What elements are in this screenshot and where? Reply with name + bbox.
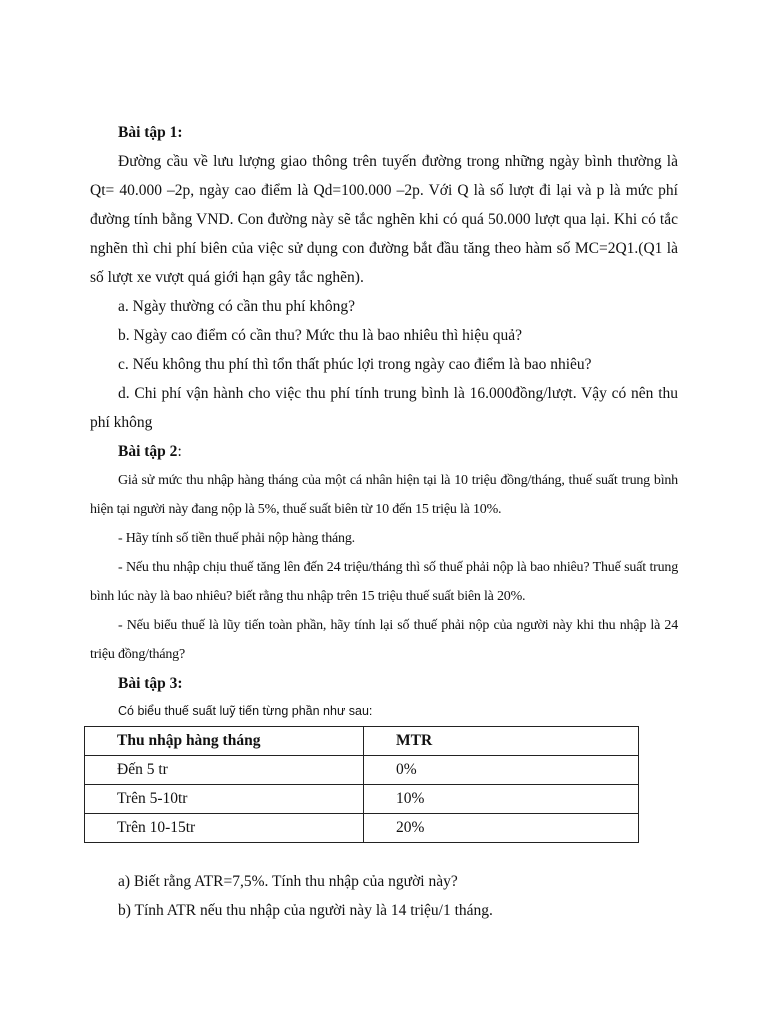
table-row — [85, 814, 639, 843]
table-header-row — [85, 727, 639, 756]
exercise-2-title — [118, 437, 678, 466]
exercise-1-item-d: d. Chi phí vận hành cho việc thu phí tính trung bình là 16.000đồng/lượt. Vậy có nên thu phí không — [90, 385, 678, 431]
table-cell-income: Đến 5 tr — [85, 756, 364, 785]
exercise-2-question-3: - Nếu biểu thuế là lũy tiến toàn phần, hãy tính lại số thuế phải nộp của người này khi thu nhập là 24 triệu đồng/tháng? — [90, 618, 678, 662]
table-cell-mtr: 10% — [364, 785, 639, 814]
exercise-3-questions — [90, 867, 678, 925]
exercise-2-question-1: - Hãy tính số tiền thuế phải nộp hàng tháng. — [118, 531, 355, 546]
exercise-1-item-c: c. Nếu không thu phí thì tổn thất phúc lợi trong ngày cao điểm là bao nhiêu? — [118, 356, 592, 373]
exercise-1-item-b: b. Ngày cao điểm có cần thu? Mức thu là bao nhiêu thì hiệu quả? — [118, 327, 522, 344]
exercise-3-title: Bài tập 3: — [118, 675, 183, 692]
table-row — [85, 756, 639, 785]
table-cell-mtr: 0% — [364, 756, 639, 785]
exercise-3-question-a: a) Biết rằng ATR=7,5%. Tính thu nhập của người này? — [118, 873, 458, 890]
table-header-income: Thu nhập hàng tháng — [85, 727, 364, 756]
table-cell-income: Trên 5-10tr — [85, 785, 364, 814]
exercise-2-question-2: - Nếu thu nhập chịu thuế tăng lên đến 24 triệu/tháng thì số thuế phải nộp là bao nhiêu? Thuế suất trung bình lúc này là bao nhiêu? biết rằng thu nhập trên 15 triệu thuế suất biên là 20%. — [90, 560, 678, 604]
exercise-2-title-colon: : — [177, 443, 182, 460]
table-cell-income: Trên 10-15tr — [85, 814, 364, 843]
exercise-1-item-a: a. Ngày thường có cần thu phí không? — [118, 298, 355, 315]
exercise-3-question-b: b) Tính ATR nếu thu nhập của người này là 14 triệu/1 tháng. — [118, 902, 493, 919]
document-page — [90, 118, 678, 925]
exercise-1-title: Bài tập 1: — [118, 124, 183, 141]
table-cell-mtr: 20% — [364, 814, 639, 843]
table-row — [85, 785, 639, 814]
exercise-2-paragraph: Giả sử mức thu nhập hàng tháng của một cá nhân hiện tại là 10 triệu đồng/tháng, thuế suất trung bình hiện tại người này đang nộp là 5%, thuế suất biên từ 10 đến 15 triệu là 10%. — [90, 473, 678, 517]
tax-rate-table — [84, 726, 639, 843]
exercise-3-intro: Có biểu thuế suất luỹ tiến từng phần như sau: — [118, 704, 373, 718]
table-header-mtr: MTR — [364, 727, 639, 756]
exercise-2-title-text: Bài tập 2 — [118, 443, 178, 460]
exercise-1-paragraph: Đường cầu về lưu lượng giao thông trên tuyến đường trong những ngày bình thường là Qt= 40.000 –2p, ngày cao điểm là Qd=100.000 –2p. Với Q là số lượt đi lại và p là mức phí đường tính bằng VND. Con đường này sẽ tắc nghẽn khi có quá 50.000 lượt qua lại. Khi có tắc nghẽn thì chi phí biên của việc sử dụng con đường bắt đầu tăng theo hàm số MC=2Q1.(Q1 là số lượt xe vượt quá giới hạn gây tắc nghẽn). — [90, 153, 678, 286]
